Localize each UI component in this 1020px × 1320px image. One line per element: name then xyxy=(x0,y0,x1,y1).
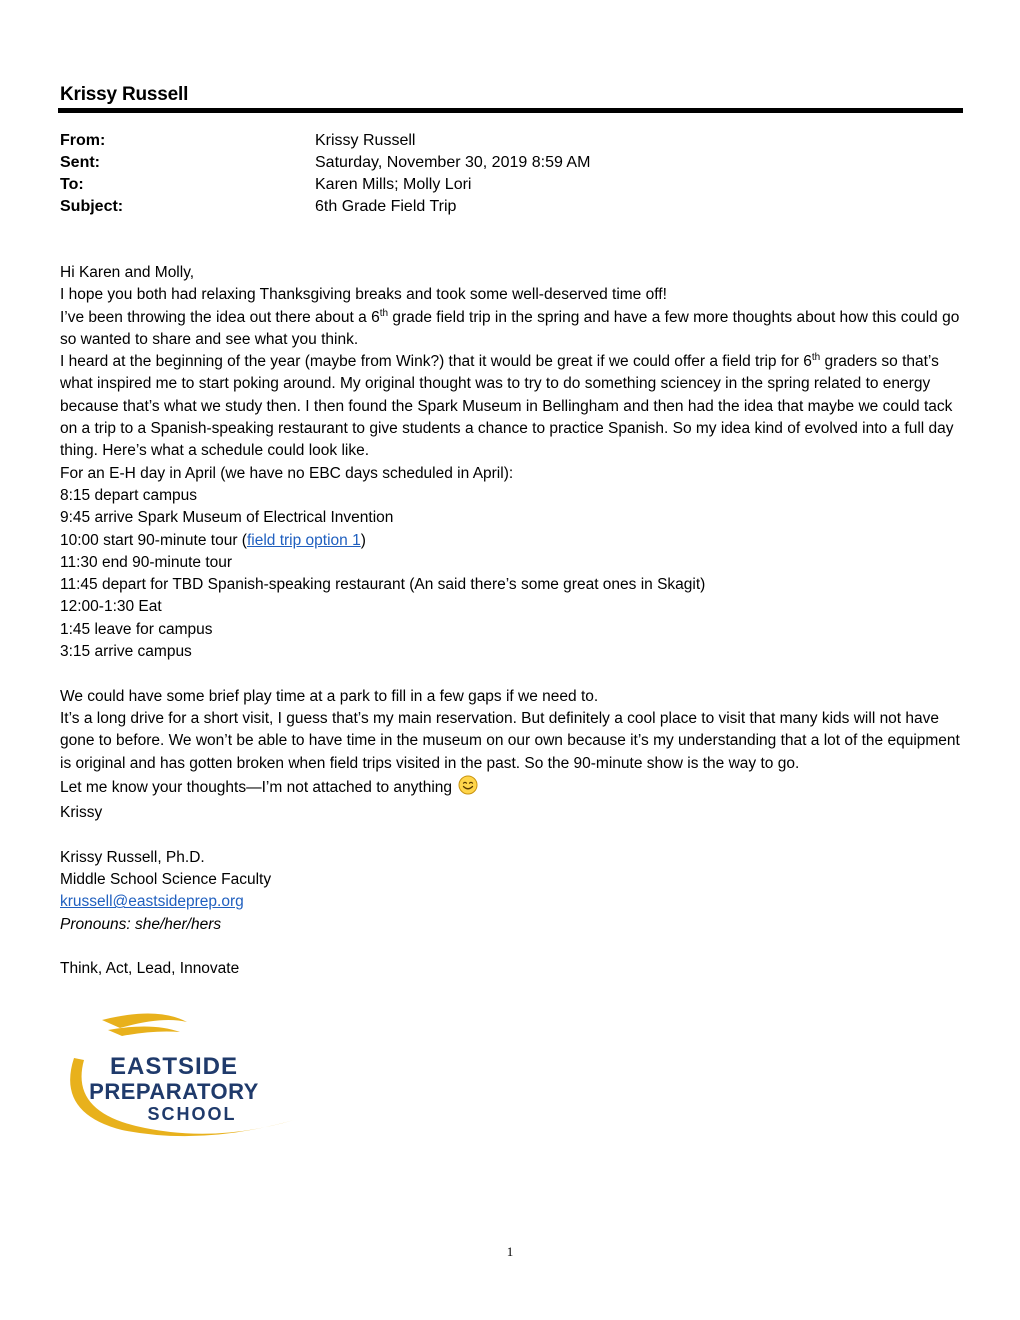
sent-label: Sent: xyxy=(60,154,100,171)
logo-line-school: SCHOOL xyxy=(147,1104,237,1124)
from-value: Krissy Russell xyxy=(315,132,416,149)
schedule-item: 12:00-1:30 Eat xyxy=(60,598,162,616)
signature-email-wrap xyxy=(60,891,965,913)
signature-motto: Think, Act, Lead, Innovate xyxy=(60,960,240,978)
logo-line-preparatory: PREPARATORY xyxy=(89,1079,259,1104)
body-paragraph-1: I hope you both had relaxing Thanksgiving breaks and took some well-deserved time off! xyxy=(60,286,667,304)
to-label: To: xyxy=(60,176,84,193)
sender-name-heading: Krissy Russell xyxy=(60,84,189,105)
schedule-item: 8:15 depart campus xyxy=(60,486,198,504)
body-paragraph-3 xyxy=(60,351,965,462)
sent-value: Saturday, November 30, 2019 8:59 AM xyxy=(315,154,591,171)
schedule-item: 9:45 arrive Spark Museum of Electrical Invention xyxy=(60,509,394,527)
text-span: grade field trip in the spring and have a few more thoughts about how this could go so wanted to share and see what you think. xyxy=(60,308,960,348)
to-value: Karen Mills; Molly Lori xyxy=(315,176,472,193)
subject-value: 6th Grade Field Trip xyxy=(315,198,457,215)
text-span: I heard at the beginning of the year (maybe from Wink?) that it would be great if we could offer a field trip for 6 xyxy=(60,353,812,371)
signature-title: Middle School Science Faculty xyxy=(60,871,272,889)
body-paragraph-2 xyxy=(60,307,965,352)
body-paragraph-6: It’s a long drive for a short visit, I guess that’s my main reservation. But definitely a cool place to visit that many kids will not have gone to before. We won’t be able to have time in the museum on our own because it’s my understanding that a lot of the equipment is original and has gotten broken when field trips visited in the past. So the 90-minute show is the way to go. xyxy=(60,709,960,772)
text-span: Let me know your thoughts—I’m not attached to anything xyxy=(60,778,453,796)
signature-pronouns: Pronouns: she/her/hers xyxy=(60,915,222,933)
schedule-item: 1:45 leave for campus xyxy=(60,620,213,638)
greeting: Hi Karen and Molly, xyxy=(60,264,195,281)
schedule-item: 3:15 arrive campus xyxy=(60,643,192,661)
subject-label: Subject: xyxy=(60,198,124,215)
body-paragraph-7 xyxy=(60,775,965,802)
schedule-item: 11:30 end 90-minute tour xyxy=(60,553,233,571)
signoff: Krissy xyxy=(60,804,103,822)
text-span: graders so that’s what inspired me to start poking around. My original thought was to try to do something sciencey in the spring related to energy because that’s what we study then. I then found the Spark Museum in Bellingham and then had the idea that maybe we could tack on a trip to a Spanish-speaking restaurant to give students a chance to practice Spanish. So my idea kind of evolved into a full day thing. Here’s what a schedule could look like. xyxy=(60,353,954,460)
signature-name: Krissy Russell, Ph.D. xyxy=(60,848,205,866)
body-paragraph-4: For an E-H day in April (we have no EBC days scheduled in April): xyxy=(60,464,514,482)
from-label: From: xyxy=(60,132,106,149)
signature-email-link[interactable]: krussell@eastsideprep.org xyxy=(60,893,244,911)
text-span: I’ve been throwing the idea out there about a 6 xyxy=(60,308,380,326)
superscript: th xyxy=(379,307,389,319)
body-paragraph-5: We could have some brief play time at a park to fill in a few gaps if we need to. xyxy=(60,687,599,705)
schedule-item: 11:45 depart for TBD Spanish-speaking restaurant (An said there’s some great ones in Skagit) xyxy=(60,576,706,594)
smiley-emoji-icon xyxy=(458,775,478,802)
superscript: th xyxy=(811,352,821,364)
email-body xyxy=(60,262,965,981)
field-trip-option-link[interactable]: field trip option 1 xyxy=(246,531,361,549)
eastside-preparatory-school-logo xyxy=(62,1008,302,1158)
page-number: 1 xyxy=(506,1244,514,1259)
text-span: ) xyxy=(360,531,366,549)
header-divider xyxy=(58,108,963,113)
logo-line-eastside: EASTSIDE xyxy=(109,1053,239,1080)
text-span: 10:00 start 90-minute tour ( xyxy=(60,531,247,549)
schedule-item xyxy=(60,530,965,552)
